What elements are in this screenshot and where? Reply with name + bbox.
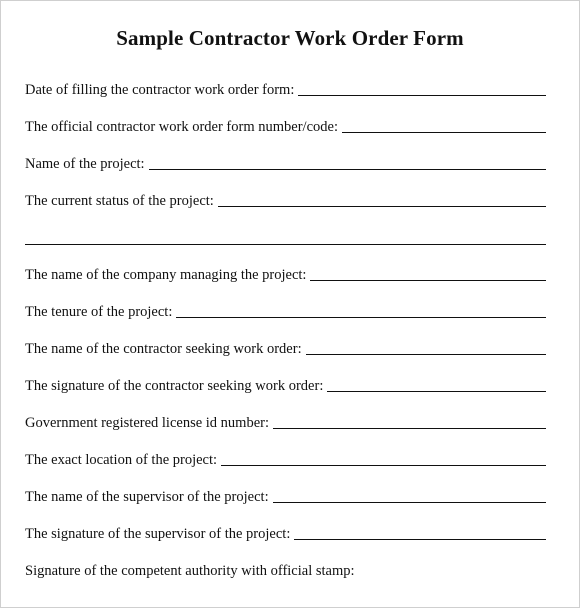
managing-company-input-line[interactable] bbox=[310, 279, 546, 281]
current-status-continuation-line[interactable] bbox=[25, 244, 546, 245]
field-managing-company bbox=[25, 263, 546, 283]
current-status-input-line[interactable] bbox=[218, 205, 546, 207]
supervisor-name-input-line[interactable] bbox=[273, 501, 546, 503]
contractor-signature-input-line[interactable] bbox=[327, 390, 546, 392]
field-project-tenure bbox=[25, 300, 546, 320]
field-label: The signature of the contractor seeking work order: bbox=[25, 378, 324, 394]
form-title: Sample Contractor Work Order Form bbox=[116, 26, 464, 50]
field-label: The signature of the supervisor of the project: bbox=[25, 526, 291, 542]
project-location-input-line[interactable] bbox=[221, 464, 546, 466]
field-label: The name of the supervisor of the project: bbox=[25, 489, 269, 505]
field-contractor-name bbox=[25, 337, 546, 357]
form-number-input-line[interactable] bbox=[342, 131, 546, 133]
field-label: The tenure of the project: bbox=[25, 304, 173, 320]
field-project-location bbox=[25, 448, 546, 468]
field-license-id bbox=[25, 411, 546, 431]
field-label: Date of filling the contractor work order form: bbox=[25, 82, 295, 98]
field-contractor-signature bbox=[25, 374, 546, 394]
field-label: The official contractor work order form number/code: bbox=[25, 119, 338, 135]
project-name-input-line[interactable] bbox=[149, 168, 546, 170]
field-label: The current status of the project: bbox=[25, 193, 214, 209]
field-supervisor-name bbox=[25, 485, 546, 505]
field-label: The exact location of the project: bbox=[25, 452, 218, 468]
field-form-number bbox=[25, 115, 546, 135]
field-authority-signature bbox=[25, 559, 546, 579]
field-label: The name of the company managing the project: bbox=[25, 267, 307, 283]
field-project-name bbox=[25, 152, 546, 172]
field-label: Name of the project: bbox=[25, 156, 145, 172]
field-current-status bbox=[25, 189, 546, 209]
field-label: The name of the contractor seeking work order: bbox=[25, 341, 302, 357]
date-of-filling-input-line[interactable] bbox=[298, 94, 546, 96]
project-tenure-input-line[interactable] bbox=[176, 316, 546, 318]
field-supervisor-signature bbox=[25, 522, 546, 542]
field-label: Government registered license id number: bbox=[25, 415, 270, 431]
field-label: Signature of the competent authority with official stamp: bbox=[25, 563, 355, 579]
contractor-name-input-line[interactable] bbox=[306, 353, 546, 355]
field-date-of-filling bbox=[25, 78, 546, 98]
supervisor-signature-input-line[interactable] bbox=[294, 538, 546, 540]
license-id-input-line[interactable] bbox=[273, 427, 546, 429]
